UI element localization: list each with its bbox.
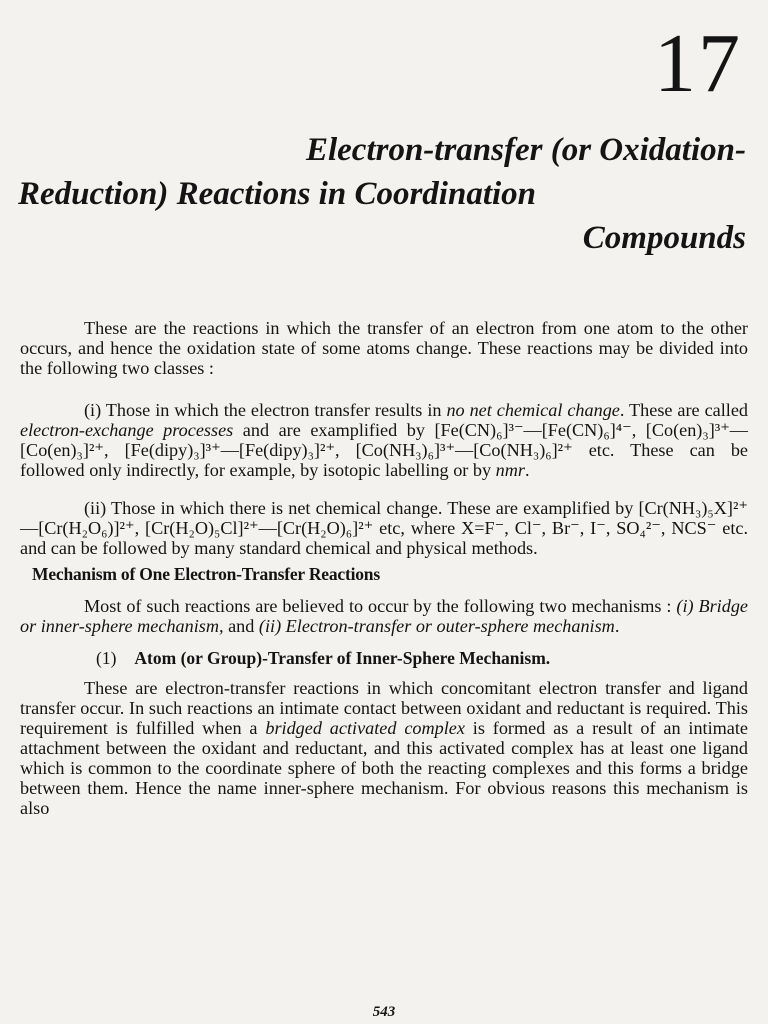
subsection-title: Atom (or Group)-Transfer of Inner-Sphere Mechanism. — [134, 648, 551, 668]
page-number: 543 — [372, 1004, 396, 1020]
mechanism-emphasis: (ii) Electron-transfer or outer-sphere mechanism — [258, 616, 615, 636]
title-line-2: Reduction) Reactions in Coordination — [18, 176, 537, 212]
subsection-heading — [96, 648, 748, 668]
subsection-number: (1) — [96, 648, 117, 668]
mechanism-text: Most of such reactions are believed to occur by the following two mechanisms : — [84, 596, 677, 616]
intro-paragraph: These are the reactions in which the transfer of an electron from one atom to the other occurs, and hence the oxidation state of some atoms change. These reactions may be divided into the following two classes : — [20, 318, 748, 378]
class-i-text: . These are called — [619, 400, 749, 420]
class-i-emphasis: no net chemical change — [446, 400, 620, 420]
title-line-1: Electron-transfer (or Oxidation- — [305, 132, 746, 168]
mechanism-text: . — [614, 616, 620, 636]
class-i-text: and are examplified by [Fe(CN)₆]³⁻—[Fe(CN)₆]⁴⁻, [Co(en)₃]³⁺—[Co(en)₃]²⁺, [Fe(dipy)₃]³⁺—[Fe(dipy)₃]²⁺, [Co(NH₃)₆]³⁺—[Co(NH₃)₆]²⁺ etc. These can be followed only indirectly, for example, by isotopic labelling or by — [20, 420, 748, 480]
title-line-3: Compounds — [582, 220, 746, 256]
class-i-emphasis: nmr — [495, 460, 525, 480]
chapter-body — [20, 318, 748, 818]
mechanism-text: and — [223, 616, 259, 636]
class-i-paragraph — [20, 400, 748, 480]
chapter-title — [18, 128, 746, 260]
inner-sphere-text: These are electron-transfer reactions in which concomitant electron transfer and ligand transfer occur. In such reactions an intimate contact between oxidant and reductant is required. This requirement is fulfilled when a — [20, 678, 748, 738]
class-i-text: (i) Those in which the electron transfer results in — [84, 400, 447, 420]
section-heading: Mechanism of One Electron-Transfer Reactions — [32, 564, 380, 584]
mechanism-emphasis: (i) Bridge or inner-sphere mechanism, — [20, 596, 748, 636]
chapter-number: 17 — [654, 17, 742, 110]
inner-sphere-text: is formed as a result of an intimate attachment between the oxidant and reductant, and this activated complex has at least one ligand which is common to the coordinate sphere of both the reacting complexes and this forms a bridge between them. Hence the name inner-sphere mechanism. For obvious reasons this mechanism is also — [20, 718, 748, 818]
class-i-text: . — [524, 460, 530, 480]
mechanism-paragraph — [20, 596, 748, 636]
class-i-emphasis: electron-exchange processes — [20, 420, 234, 440]
inner-sphere-emphasis: bridged activated complex — [265, 718, 465, 738]
inner-sphere-paragraph — [20, 678, 748, 818]
class-ii-paragraph: (ii) Those in which there is net chemical change. These are examplified by [Cr(NH₃)₅X]²⁺—[Cr(H₂O₆)]²⁺, [Cr(H₂O)₅Cl]²⁺—[Cr(H₂O)₆]²⁺ etc, where X=F⁻, Cl⁻, Br⁻, I⁻, SO₄²⁻, NCS⁻ etc. and can be followed by many standard chemical and physical methods. — [20, 498, 748, 558]
